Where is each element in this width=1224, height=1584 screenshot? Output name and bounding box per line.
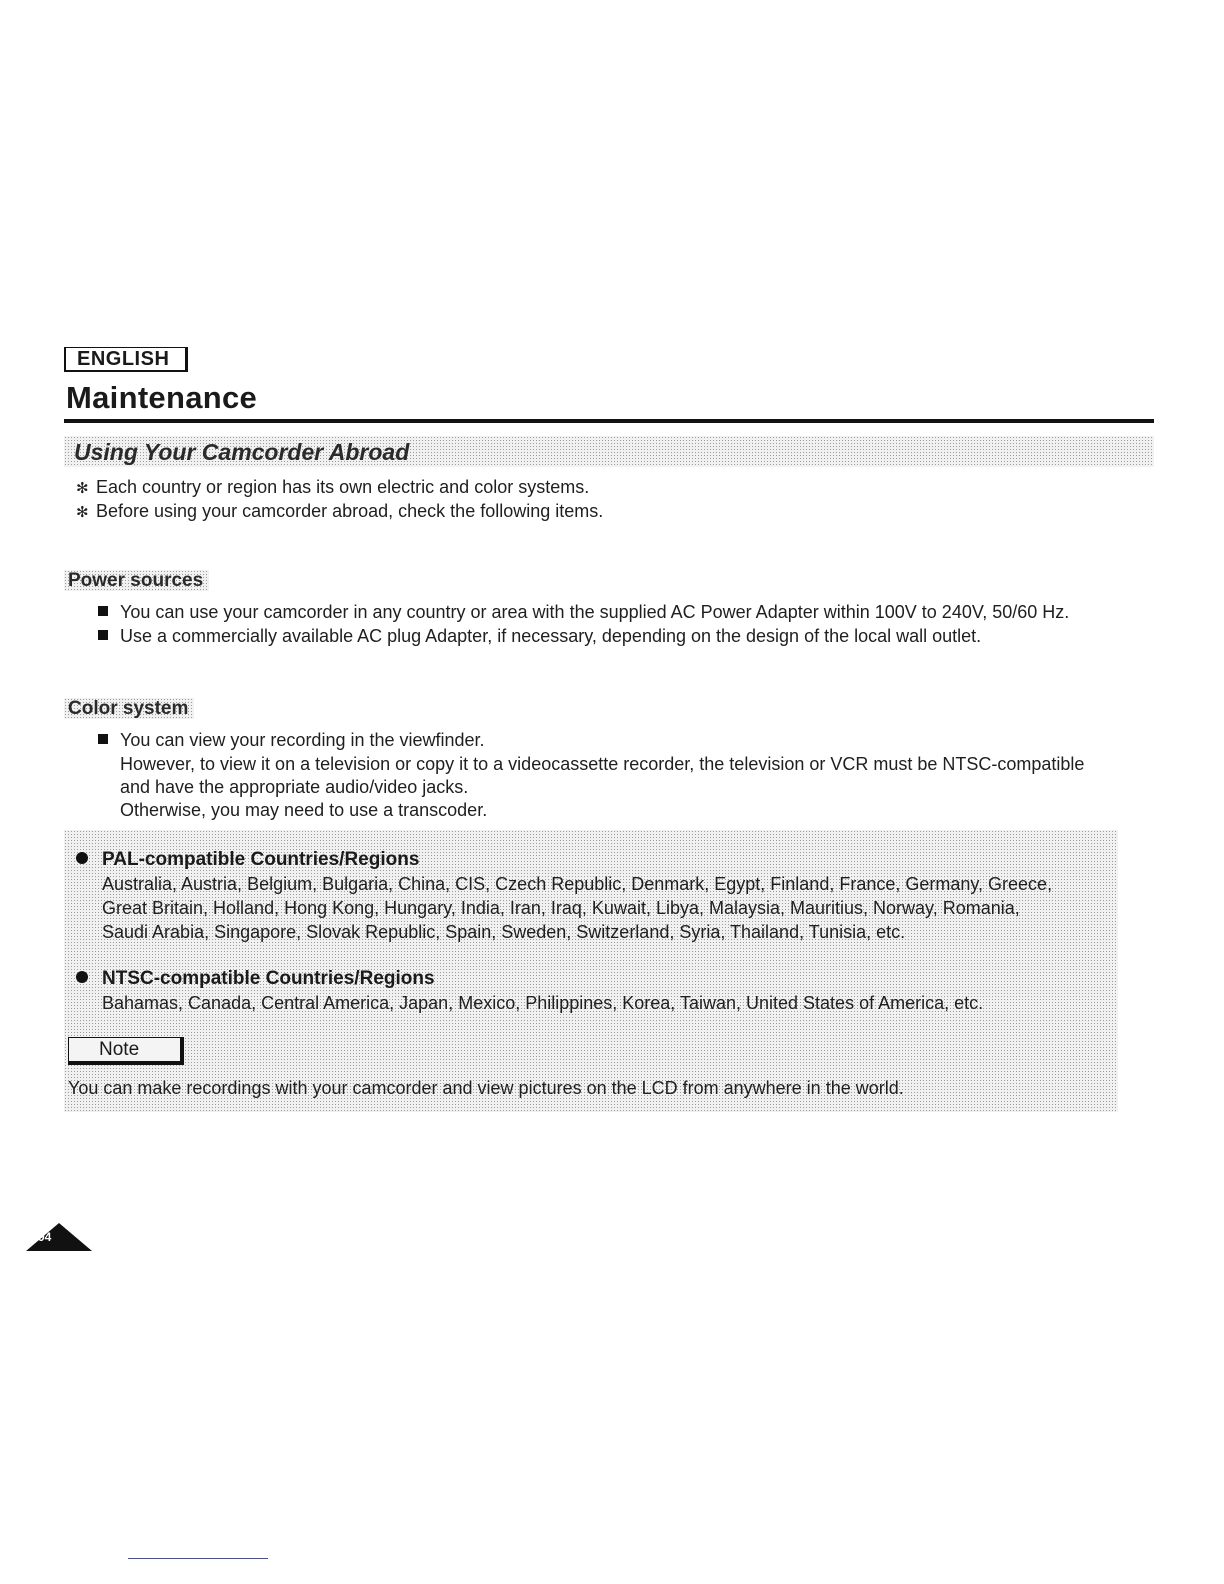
color-continuation: However, to view it on a television or copy it to a videocassette recorder, the television or VCR must be NTSC-compatible (120, 754, 1085, 774)
ntsc-heading-row (76, 967, 435, 991)
intro-text: Each country or region has its own electric and color systems. (96, 477, 590, 497)
square-bullet-icon (98, 606, 108, 616)
intro-item (76, 475, 589, 501)
power-sources-heading: Power sources (64, 570, 209, 591)
power-bullet (98, 624, 981, 648)
color-bullet-text: You can view your recording in the viewfinder. (120, 730, 485, 750)
square-bullet-icon (98, 630, 108, 640)
section-title: Using Your Camcorder Abroad (74, 439, 410, 465)
color-system-heading: Color system (64, 698, 194, 719)
clover-bullet-icon: ✻ (76, 480, 89, 497)
power-heading-wrap (64, 569, 209, 593)
pal-countries-line: Saudi Arabia, Singapore, Slovak Republic, Spain, Sweden, Switzerland, Syria, Thailand, Tunisia, etc. (102, 922, 906, 942)
round-bullet-icon (76, 852, 88, 864)
color-heading-wrap (64, 697, 194, 721)
ntsc-countries-line: Bahamas, Canada, Central America, Japan, Mexico, Philippines, Korea, Taiwan, United States of America, etc. (102, 993, 984, 1013)
power-bullet (98, 600, 1069, 624)
color-continuation: and have the appropriate audio/video jacks. (120, 777, 469, 797)
page-title: Maintenance (66, 380, 258, 415)
pal-heading-row (76, 848, 419, 872)
bottom-rule (128, 1558, 268, 1559)
color-continuation: Otherwise, you may need to use a transcoder. (120, 800, 488, 820)
note-label: Note (68, 1037, 184, 1065)
power-bullet-text: You can use your camcorder in any country or area with the supplied AC Power Adapter within 100V to 240V, 50/60 Hz. (120, 602, 1070, 622)
intro-text: Before using your camcorder abroad, check the following items. (96, 501, 604, 521)
clover-bullet-icon: ✻ (76, 504, 89, 521)
pal-countries-line: Australia, Austria, Belgium, Bulgaria, China, CIS, Czech Republic, Denmark, Egypt, Finland, France, Germany, Greece, (102, 874, 1053, 894)
pal-heading: PAL-compatible Countries/Regions (102, 849, 420, 870)
intro-item (76, 499, 603, 525)
ntsc-heading: NTSC-compatible Countries/Regions (102, 968, 435, 989)
power-bullet-text: Use a commercially available AC plug Adapter, if necessary, depending on the design of the local wall outlet. (120, 626, 982, 646)
page-number-triangle-icon (26, 1223, 92, 1251)
language-label: ENGLISH (64, 347, 188, 372)
square-bullet-icon (98, 734, 108, 744)
title-divider (64, 419, 1154, 423)
note-text: You can make recordings with your camcorder and view pictures on the LCD from anywhere in the world. (68, 1078, 904, 1098)
pal-countries-line: Great Britain, Holland, Hong Kong, Hungary, India, Iran, Iraq, Kuwait, Libya, Malaysia, Mauritius, Norway, Romania, (102, 898, 1020, 918)
round-bullet-icon (76, 971, 88, 983)
page-number: 94 (38, 1230, 52, 1244)
color-bullet (98, 728, 485, 752)
